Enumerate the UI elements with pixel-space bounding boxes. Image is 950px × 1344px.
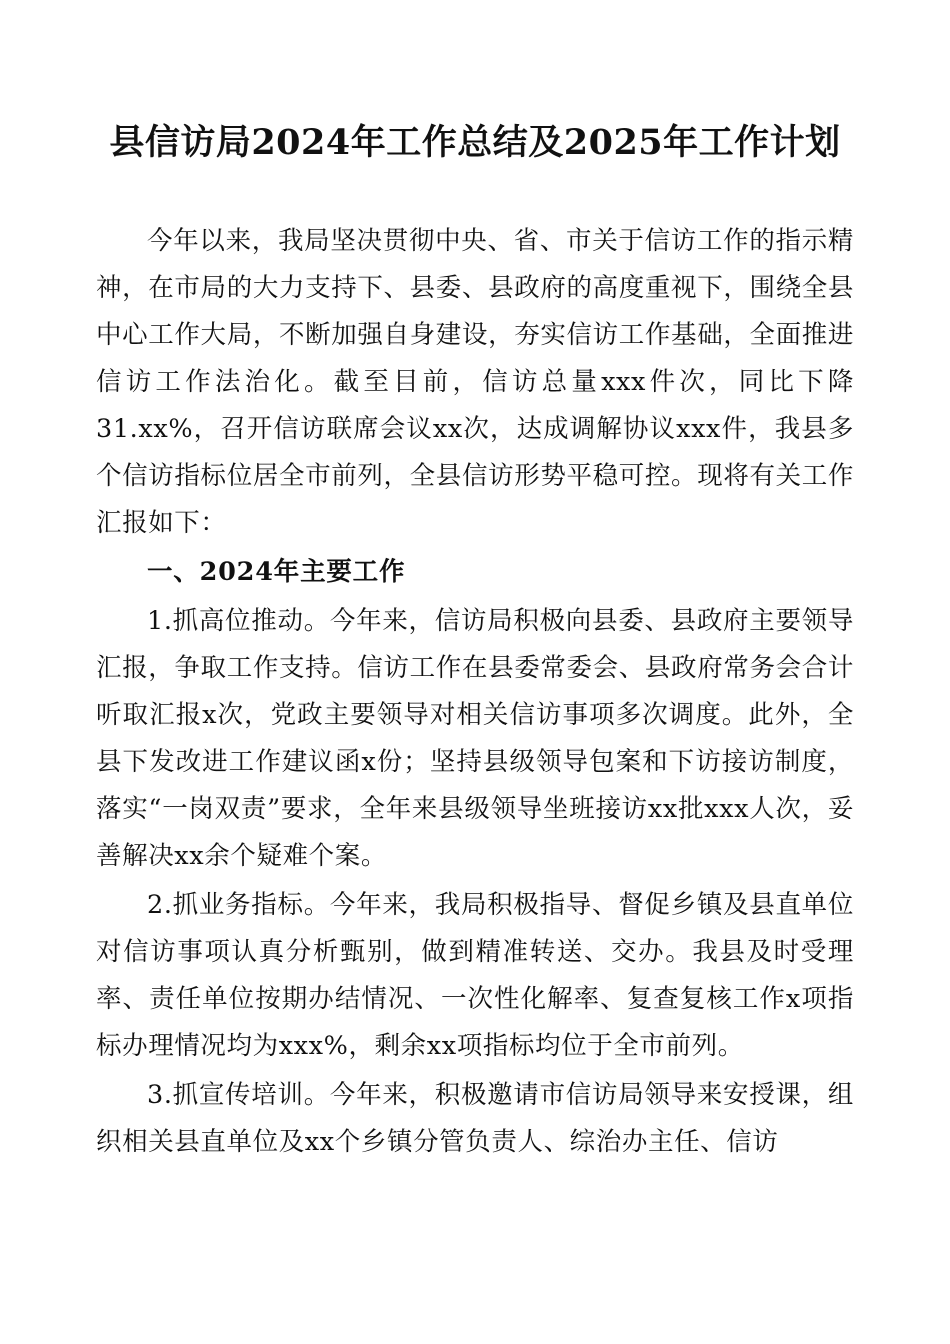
section-heading-main-work-2024: 一、2024年主要工作 [147, 556, 406, 587]
page-title: 县信访局2024年工作总结及2025年工作计划 [109, 122, 841, 163]
paragraph-item-1: 1.抓高位推动。今年来，信访局积极向县委、县政府主要领导汇报，争取工作支持。信访工作在县委常委会、县政府常务会合计听取汇报x次，党政主要领导对相关信访事项多次调度。此外，全县下发改进工作建议函x份；坚持县级领导包案和下访接访制度，落实“一岗双责”要求，全年来县级领导坐班接访xx批xxx人次，妥善解决xx余个疑难个案。 [96, 605, 854, 871]
paragraph-item-2: 2.抓业务指标。今年来，我局积极指导、督促乡镇及县直单位对信访事项认真分析甄别，做到精准转送、交办。我县及时受理率、责任单位按期办结情况、一次性化解率、复查复核工作x项指标办理情况均为xxx%，剩余xx项指标均位于全市前列。 [96, 889, 854, 1061]
paragraph-intro: 今年以来，我局坚决贯彻中央、省、市关于信访工作的指示精神，在市局的大力支持下、县委、县政府的高度重视下，围绕全县中心工作大局，不断加强自身建设，夯实信访工作基础，全面推进信访工作法治化。截至目前，信访总量xxx件次，同比下降31.xx%，召开信访联席会议xx次，达成调解协议xxx件，我县多个信访指标位居全市前列，全县信访形势平稳可控。现将有关工作汇报如下： [96, 225, 854, 538]
paragraph-item-3: 3.抓宣传培训。今年来，积极邀请市信访局领导来安授课，组织相关县直单位及xx个乡镇分管负责人、综治办主任、信访 [96, 1079, 854, 1157]
